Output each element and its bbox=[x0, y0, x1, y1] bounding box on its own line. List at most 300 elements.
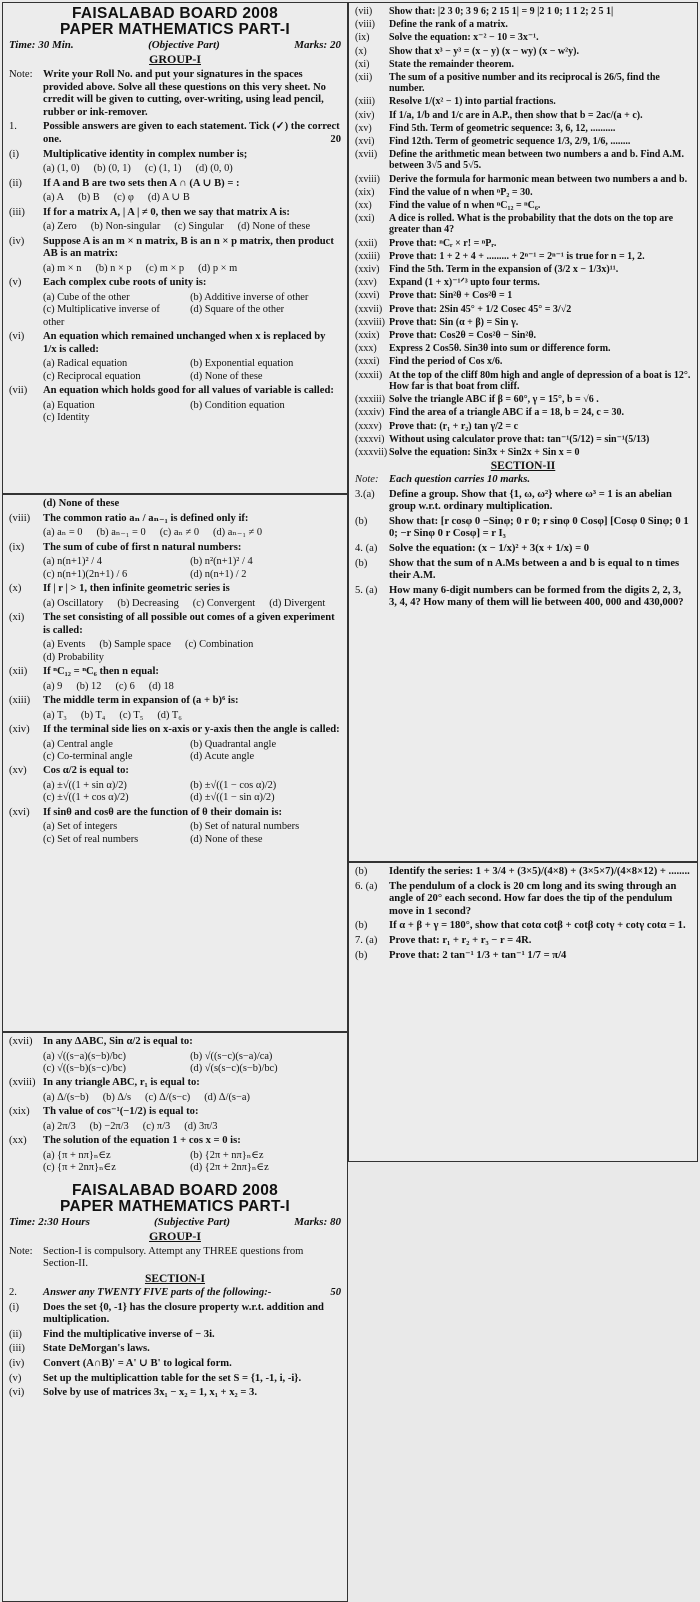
question-number: (ii) bbox=[9, 1328, 22, 1340]
question-number: (xi) bbox=[9, 612, 25, 623]
question-text: Find the value of n when ⁿP₂ = 30. bbox=[389, 186, 533, 198]
short-question bbox=[355, 6, 691, 17]
short-question bbox=[355, 277, 691, 288]
short-question bbox=[355, 950, 691, 963]
option: (d) None of these bbox=[190, 833, 263, 845]
short-question bbox=[355, 304, 691, 315]
question-text: Find 5th. Term of geometric sequence: 3, 6, 12, .......... bbox=[389, 122, 616, 134]
option-list bbox=[43, 710, 341, 722]
question-number: (ix) bbox=[355, 32, 370, 44]
question-text: Cos α/2 is equal to: bbox=[43, 765, 129, 777]
option: (a) 2π/3 bbox=[43, 1121, 76, 1132]
mcq-question bbox=[9, 207, 341, 220]
mcq-question bbox=[9, 1135, 341, 1148]
question-number: (iii) bbox=[9, 1343, 25, 1355]
option: (d) n(n+1) / 2 bbox=[190, 568, 247, 580]
question-text: Find the multiplicative inverse of − 3i. bbox=[43, 1328, 215, 1340]
question-number: (xxix) bbox=[355, 330, 380, 342]
option: (b) n × p bbox=[95, 262, 132, 274]
question-text: Show that: |2 3 0; 3 9 6; 2 15 1| = 9 |2 1 0; 1 1 2; 2 5 1| bbox=[389, 6, 614, 17]
question-text: If A and B are two sets then A ∩ (A ∪ B) = : bbox=[43, 177, 240, 189]
option: (d) None of these bbox=[190, 370, 263, 382]
question-text: Show that x³ − y³ = (x − y) (x − wy) (x − w²y). bbox=[389, 45, 579, 57]
option: (c) T₅ bbox=[119, 709, 144, 721]
question-number: (xiii) bbox=[9, 695, 31, 706]
option: (a) A bbox=[43, 192, 65, 204]
option-list bbox=[43, 1121, 341, 1133]
question-number: (xiii) bbox=[355, 96, 375, 108]
question-text: The middle term in expansion of (a + b)⁶ is: bbox=[43, 695, 239, 706]
question-number: (xvi) bbox=[9, 806, 30, 818]
short-question bbox=[355, 264, 691, 275]
question-text: The pendulum of a clock is 20 cm long and its swing through an angle of 20° each second. How far does the tip of the pendulum move in 1 second? bbox=[389, 880, 677, 917]
question-text: If sinθ and cosθ are the function of θ their domain is: bbox=[43, 806, 282, 818]
option: (c) Identity bbox=[43, 411, 90, 423]
question-number: (xxxv) bbox=[355, 420, 382, 432]
short-question-list-a bbox=[9, 1302, 341, 1400]
question-number: (iv) bbox=[9, 235, 25, 247]
short-question bbox=[355, 59, 691, 70]
question-text: State DeMorgan's laws. bbox=[43, 1343, 150, 1355]
option: (a) (1, 0) bbox=[43, 163, 80, 175]
question-text: Prove that: Sin (α + β) = Sin γ. bbox=[389, 316, 519, 328]
option: (d) T₆ bbox=[157, 709, 182, 721]
short-question bbox=[355, 174, 691, 185]
short-question bbox=[355, 123, 691, 134]
q2-marks: 50 bbox=[330, 1287, 341, 1298]
short-question bbox=[355, 213, 691, 235]
short-question bbox=[9, 1329, 341, 1342]
option: (c) Combination bbox=[184, 639, 254, 651]
question-text: Define a group. Show that {1, ω, ω²} where ω³ = 1 is an abelian group w.r.t. ordinary multiplication. bbox=[389, 488, 672, 513]
option: (d) 3π/3 bbox=[184, 1121, 218, 1132]
question-number: (b) bbox=[355, 557, 368, 569]
short-question bbox=[355, 317, 691, 328]
question-number: (b) bbox=[355, 949, 368, 961]
question-number: (b) bbox=[355, 866, 368, 877]
question-text: Find the 5th. Term in the expansion of (3/2 x − 1/3x)¹¹. bbox=[389, 264, 619, 276]
option: (c) Reciprocal equation bbox=[43, 370, 141, 382]
option: (d) Acute angle bbox=[190, 751, 255, 762]
short-question bbox=[355, 343, 691, 354]
question-text: Prove that: (r₁ + r₂) tan γ/2 = c bbox=[389, 420, 519, 432]
question-number: (ix) bbox=[9, 541, 25, 553]
question-number: (xx) bbox=[355, 200, 372, 212]
option-list bbox=[43, 739, 341, 764]
question-text: Find the period of Cos x/6. bbox=[389, 356, 503, 368]
question-number: (viii) bbox=[9, 512, 31, 524]
short-question bbox=[9, 1373, 341, 1386]
question-text: Prove that: Cos2θ = Cos²θ − Sin²θ. bbox=[389, 330, 537, 342]
short-question bbox=[355, 149, 691, 171]
option: (d) (0, 0) bbox=[195, 163, 233, 175]
question-number: (xxxvii) bbox=[355, 446, 388, 458]
mcq-list-3 bbox=[9, 1036, 341, 1175]
option: (a) Cube of the other bbox=[43, 291, 130, 303]
option-list bbox=[43, 1150, 341, 1175]
question-number: (b) bbox=[355, 515, 368, 527]
question-text: Suppose A is an m × n matrix, B is an n × p matrix, then product AB is an matrix: bbox=[43, 235, 334, 260]
mcq-question bbox=[9, 695, 341, 708]
question-text: Prove that: 2 tan⁻¹ 1/3 + tan⁻¹ 1/7 = π/4 bbox=[389, 949, 567, 961]
option-list bbox=[43, 1092, 341, 1104]
question-number: (v) bbox=[9, 277, 22, 289]
short-question bbox=[355, 200, 691, 211]
short-question bbox=[355, 72, 691, 94]
question-text: Does the set {0, -1} has the closure property w.r.t. addition and multiplication. bbox=[43, 1301, 324, 1326]
question-number: (xix) bbox=[9, 1106, 30, 1118]
option: (c) Set of real numbers bbox=[43, 833, 139, 845]
question-text: Show that: [r cosφ 0 −Sinφ; 0 r 0; r sinφ 0 Cosφ] [Cosφ 0 Sinφ; 0 1 0; −r Sinφ 0 r Cosφ] = r I₃ bbox=[389, 515, 689, 540]
question-text: Solve the triangle ABC if β = 60°, γ = 15°, b = √6 . bbox=[389, 394, 599, 406]
question-number: (i) bbox=[9, 1301, 19, 1313]
option: (d) Probability bbox=[43, 651, 104, 663]
question-text: Without using calculator prove that: tan⁻¹(5/12) = sin⁻¹(5/13) bbox=[389, 433, 650, 445]
question-number: (xxvii) bbox=[355, 303, 383, 315]
question-text: An equation which holds good for all values of variable is called: bbox=[43, 384, 334, 396]
short-question bbox=[355, 407, 691, 418]
option: (a) m × n bbox=[43, 262, 82, 274]
option: (c) 6 bbox=[115, 680, 135, 692]
option: (d) Δ/(s−a) bbox=[204, 1092, 250, 1103]
option: (a) √((s−a)(s−b)/bc) bbox=[43, 1050, 126, 1062]
question-number: 4. (a) bbox=[355, 543, 378, 555]
option: (c) Singular bbox=[174, 221, 224, 233]
option: (d) aₙ₋₁ ≠ 0 bbox=[213, 527, 263, 539]
question-text: Derive the formula for harmonic mean between two numbers a and b. bbox=[389, 173, 688, 185]
option-list bbox=[43, 681, 341, 693]
question-number: (vii) bbox=[355, 6, 373, 17]
mcq-question bbox=[9, 498, 341, 511]
subjective-note: Note: Section-I is compulsory. Attempt any THREE questions from Section-II. bbox=[9, 1245, 304, 1270]
option: (a) Zero bbox=[43, 221, 77, 233]
question-text: An equation which remained unchanged when x is replaced by 1/x is called: bbox=[43, 330, 326, 355]
question-number bbox=[9, 498, 43, 511]
objective-group: GROUP-I bbox=[149, 52, 201, 66]
mcq-question bbox=[9, 666, 341, 679]
question-text: Identify the series: 1 + 3/4 + (3×5)/(4×8) + (3×5×7)/(4×8×12) + ........ bbox=[389, 866, 690, 877]
question-text: Solve the equation: (x − 1/x)² + 3(x + 1/x) = 0 bbox=[389, 543, 590, 555]
option: (b) Δ/s bbox=[102, 1092, 132, 1103]
option-list bbox=[43, 163, 341, 175]
mcq-question bbox=[9, 513, 341, 526]
option: (b) Additive inverse of other bbox=[190, 291, 309, 303]
mcq-question bbox=[9, 277, 341, 290]
option: (a) 9 bbox=[43, 680, 63, 692]
question-text: The sum of a positive number and its reciprocal is 26/5, find the number. bbox=[389, 72, 660, 95]
option: (b) Decreasing bbox=[117, 597, 179, 609]
question-text: Solve by use of matrices 3x₁ − x₂ = 1, x₁ + x₂ = 3. bbox=[43, 1387, 257, 1399]
objective-part: (Objective Part) bbox=[148, 39, 220, 51]
option: (a) {π + nπ}ₙ∈z bbox=[43, 1150, 111, 1161]
option: (b) Exponential equation bbox=[190, 358, 294, 370]
question-text: The sum of cube of first n natural numbers: bbox=[43, 541, 242, 553]
option: (b) −2π/3 bbox=[89, 1121, 129, 1132]
question-text: State the remainder theorem. bbox=[389, 58, 514, 70]
option: (b) Set of natural numbers bbox=[190, 821, 300, 833]
question-text: Define the arithmetic mean between two numbers a and b. Find A.M. between 3√5 and 5√5. bbox=[389, 149, 684, 172]
option: (d) Divergent bbox=[269, 597, 326, 609]
option: (b) Quadrantal angle bbox=[190, 738, 277, 750]
mcq-question bbox=[9, 1036, 341, 1049]
option: (b) n²(n+1)² / 4 bbox=[190, 556, 253, 568]
question-number: (vi) bbox=[9, 330, 25, 342]
objective-meta bbox=[9, 39, 341, 51]
short-question bbox=[355, 238, 691, 249]
mcq-question bbox=[9, 236, 341, 261]
question-text: Each complex cube roots of unity is: bbox=[43, 277, 207, 289]
board-title: FAISALABAD BOARD 2008 bbox=[71, 5, 279, 22]
option: (a) Central angle bbox=[43, 738, 113, 750]
question-text: If α + β + γ = 180°, show that cotα cotβ + cotβ cotγ + cotγ cotα = 1. bbox=[389, 920, 686, 932]
option: (b) 12 bbox=[76, 680, 102, 692]
question-number: (xxxi) bbox=[355, 356, 380, 368]
short-question bbox=[355, 19, 691, 30]
short-question bbox=[355, 394, 691, 405]
option-list bbox=[43, 556, 341, 581]
question-text: Prove that: 1 + 2 + 4 + ......... + 2ⁿ⁻¹ = 2ⁿ⁻¹ is true for n = 1, 2. bbox=[389, 250, 645, 262]
question-number: (xxiv) bbox=[355, 264, 380, 276]
short-question bbox=[355, 110, 691, 121]
option: (d) p × m bbox=[198, 262, 238, 274]
option: (c) Convergent bbox=[192, 597, 256, 609]
question-number: (xii) bbox=[355, 72, 373, 84]
option: (d) None of these bbox=[237, 221, 311, 233]
objective-note: Note: Write your Roll No. and put your signatures in the spaces provided above. Solve all these questions on this very sheet. No crredit will be given to cutting, over-writing, using lead pencil, rubber or ink-remover. bbox=[9, 69, 326, 118]
option-list bbox=[43, 292, 341, 329]
question-text: A dice is rolled. What is the probability that the dots on the top are greater than 4? bbox=[389, 213, 674, 236]
option: (c) Δ/(s−c) bbox=[145, 1092, 191, 1103]
objective-block-2 bbox=[2, 494, 348, 1032]
question-text: If 1/a, 1/b and 1/c are in A.P., then show that b = 2ac/(a + c). bbox=[389, 109, 643, 121]
blank-block bbox=[348, 1162, 698, 1338]
option: (a) T₃ bbox=[43, 709, 67, 721]
option-list bbox=[43, 221, 341, 233]
question-number: (xxxvi) bbox=[355, 433, 385, 445]
question-number: (xii) bbox=[9, 666, 28, 677]
question-text: Prove that: r₁ + r₂ + r₃ − r = 4R. bbox=[389, 934, 532, 946]
option: (a) n(n+1)² / 4 bbox=[43, 556, 102, 568]
short-question-list-b bbox=[355, 6, 691, 458]
question-text: If the terminal side lies on x-axis or y-axis then the angle is called: bbox=[43, 724, 340, 735]
short-question bbox=[355, 489, 691, 514]
option: (b) Non-singular bbox=[90, 221, 161, 233]
paper-title: PAPER MATHEMATICS PART-I bbox=[60, 21, 290, 38]
objective-block-3 bbox=[2, 1032, 348, 1602]
question-number: (xi) bbox=[355, 58, 370, 70]
question-text: (d) None of these bbox=[43, 498, 120, 509]
question-text: Resolve 1/(x² − 1) into partial fractions. bbox=[389, 96, 556, 108]
short-question bbox=[9, 1343, 341, 1356]
short-question bbox=[9, 1302, 341, 1327]
q2-text: Answer any TWENTY FIVE parts of the following:- bbox=[43, 1287, 272, 1298]
question-number: (xiv) bbox=[9, 724, 30, 735]
subjective-group: GROUP-I bbox=[149, 1228, 201, 1243]
board-title-2: FAISALABAD BOARD 2008 bbox=[71, 1181, 279, 1199]
option-list bbox=[43, 263, 341, 275]
mcq-question bbox=[9, 583, 341, 596]
option: (a) Events bbox=[43, 639, 86, 651]
question-number: (viii) bbox=[355, 19, 375, 31]
question-number: 6. (a) bbox=[355, 880, 378, 892]
question-number: (xxvi) bbox=[355, 290, 380, 302]
option: (d) Square of the other bbox=[190, 304, 285, 316]
question-text: Find 12th. Term of geometric sequence 1/3, 2/9, 1/6, ........ bbox=[389, 136, 631, 148]
mcq-question bbox=[9, 331, 341, 356]
question-text: Convert (A∩B)' = A' ∪ B' to logical form. bbox=[43, 1357, 232, 1369]
question-text: The set consisting of all possible out comes of a given experiment is called: bbox=[43, 612, 335, 636]
question-text: In any ΔABC, Sin α/2 is equal to: bbox=[43, 1036, 193, 1047]
mcq-question bbox=[9, 385, 341, 398]
question-number: (xxx) bbox=[355, 343, 377, 355]
option: (b) Condition equation bbox=[190, 399, 285, 411]
question-number: (xvii) bbox=[9, 1036, 33, 1047]
subjective-marks: Marks: 80 bbox=[294, 1215, 341, 1228]
question-number: 5. (a) bbox=[355, 584, 378, 596]
mcq-question bbox=[9, 1106, 341, 1119]
q1-marks: 20 bbox=[330, 133, 341, 145]
question-number: (xx) bbox=[9, 1135, 27, 1147]
question-text: If for a matrix A, | A | ≠ 0, then we say that matrix A is: bbox=[43, 206, 290, 218]
option: (a) ±√((1 + sin α)/2) bbox=[43, 780, 127, 791]
question-text: Find the value of n when ⁿC₁₂ = ⁿC₆. bbox=[389, 200, 541, 212]
option: (a) aₙ = 0 bbox=[43, 527, 83, 539]
mcq-list-1 bbox=[9, 149, 341, 425]
question-1: 1. Possible answers are given to each statement. Tick (✓) the correct one. 20 bbox=[9, 121, 341, 145]
question-text: In any triangle ABC, r₁ is equal to: bbox=[43, 1077, 200, 1089]
question-text: Prove that: 2Sin 45° + 1/2 Cosec 45° = 3/√2 bbox=[389, 303, 572, 315]
short-question bbox=[9, 1387, 341, 1400]
question-number: (xv) bbox=[9, 765, 27, 777]
question-number: (iv) bbox=[9, 1357, 25, 1369]
option: (c) m × p bbox=[145, 262, 185, 274]
short-question bbox=[355, 585, 691, 610]
question-number: (xvii) bbox=[355, 149, 378, 161]
option: (c) π/3 bbox=[142, 1121, 171, 1132]
section-2-heading: SECTION-II bbox=[490, 460, 556, 473]
option: (b) √((s−c)(s−a)/ca) bbox=[190, 1050, 273, 1062]
option: (c) √((s−b)(s−c)/bc) bbox=[43, 1063, 126, 1074]
option: (c) (1, 1) bbox=[144, 163, 182, 175]
question-number: 3.(a) bbox=[355, 488, 375, 500]
question-number: (x) bbox=[9, 583, 22, 594]
question-2: 2. Answer any TWENTY FIVE parts of the following:- 50 bbox=[9, 1287, 341, 1298]
question-number: (xix) bbox=[355, 186, 375, 198]
short-question bbox=[355, 136, 691, 147]
question-number: 7. (a) bbox=[355, 934, 378, 946]
option: (b) {2π + nπ}ₙ∈z bbox=[190, 1150, 264, 1161]
option: (d) {2π + 2nπ}ₙ∈z bbox=[190, 1162, 269, 1174]
option: (a) Δ/(s−b) bbox=[43, 1092, 89, 1103]
question-number: (x) bbox=[355, 45, 367, 57]
short-question bbox=[355, 920, 691, 933]
question-text: If ⁿC₁₂ = ⁿC₆ then n equal: bbox=[43, 666, 159, 677]
option: (b) Sample space bbox=[99, 639, 171, 651]
short-question bbox=[355, 330, 691, 341]
option-list bbox=[43, 780, 341, 805]
short-question bbox=[355, 881, 691, 919]
option: (c) aₙ ≠ 0 bbox=[159, 527, 200, 539]
question-number: (xvi) bbox=[355, 136, 375, 148]
mcq-question bbox=[9, 178, 341, 191]
short-question bbox=[355, 421, 691, 432]
question-number: (b) bbox=[355, 920, 368, 932]
mcq-question bbox=[9, 765, 341, 778]
subjective-part: (Subjective Part) bbox=[154, 1215, 231, 1228]
mcq-question bbox=[9, 612, 341, 637]
subjective-time: Time: 2:30 Hours bbox=[9, 1215, 90, 1228]
question-number: (xxxiv) bbox=[355, 407, 385, 419]
question-text: The common ratio aₙ / aₙ₋₁ is defined only if: bbox=[43, 512, 249, 524]
mcq-question bbox=[9, 807, 341, 820]
option: (d) A ∪ B bbox=[147, 192, 190, 204]
option: (a) Radical equation bbox=[43, 358, 128, 370]
option: (a) Oscillatory bbox=[43, 597, 104, 609]
question-number: (ii) bbox=[9, 177, 22, 189]
short-question bbox=[355, 543, 691, 556]
mcq-question bbox=[9, 542, 341, 555]
question-text: Solve the equation: x⁻² − 10 = 3x⁻¹. bbox=[389, 32, 539, 44]
question-text: Expand (1 + x)⁻¹ᐟ³ upto four terms. bbox=[389, 277, 540, 289]
option-list bbox=[43, 400, 341, 425]
short-question bbox=[355, 356, 691, 367]
option: (c) n(n+1)(2n+1) / 6 bbox=[43, 568, 128, 580]
option-list bbox=[43, 527, 341, 539]
subjective-meta bbox=[9, 1216, 341, 1228]
option-list bbox=[43, 598, 341, 610]
short-question bbox=[355, 96, 691, 107]
option: (b) ±√((1 − cos α)/2) bbox=[190, 780, 277, 791]
question-text: Define the rank of a matrix. bbox=[389, 19, 508, 31]
subjective-block-1 bbox=[348, 2, 698, 862]
objective-time: Time: 30 Min. bbox=[9, 39, 74, 51]
question-number: (i) bbox=[9, 148, 19, 160]
question-text: The solution of the equation 1 + cos x = 0 is: bbox=[43, 1135, 241, 1147]
question-number: (xxi) bbox=[355, 213, 375, 225]
option: (d) 18 bbox=[148, 680, 174, 692]
question-number: (xxxiii) bbox=[355, 394, 385, 406]
option: (c) φ bbox=[113, 192, 134, 204]
option: (a) Equation bbox=[43, 399, 95, 411]
question-number: (xiv) bbox=[355, 109, 375, 121]
option: (b) aₙ₋₁ = 0 bbox=[96, 527, 146, 539]
option: (d) ±√((1 − sin α)/2) bbox=[190, 792, 275, 804]
paper-title-2: PAPER MATHEMATICS PART-I bbox=[60, 1197, 290, 1215]
question-number: (iii) bbox=[9, 206, 25, 218]
objective-block-1 bbox=[2, 2, 348, 494]
long-question-list-2 bbox=[355, 866, 691, 962]
option: (d) √(s(s−c)(s−b)/bc) bbox=[190, 1063, 278, 1074]
question-text: Prove that: Sin²θ + Cos²θ = 1 bbox=[389, 290, 513, 302]
question-number: (xxxii) bbox=[355, 369, 383, 381]
mcq-question bbox=[9, 1077, 341, 1090]
question-text: Set up the multiplicattion table for the set S = {1, -1, i, -i}. bbox=[43, 1372, 302, 1384]
question-text: If | r | > 1, then infinite geometric series is bbox=[43, 583, 230, 594]
question-text: At the top of the cliff 80m high and angle of depression of a boat is 12°. How far is that boat from cliff. bbox=[389, 369, 691, 392]
short-question bbox=[355, 46, 691, 57]
short-question bbox=[355, 935, 691, 948]
short-question bbox=[355, 187, 691, 198]
short-question bbox=[355, 434, 691, 445]
question-text: Show that the sum of n A.Ms between a and b is equal to n times their A.M. bbox=[389, 557, 680, 582]
question-text: Express 2 Cos5θ. Sin3θ into sum or difference form. bbox=[389, 343, 611, 355]
option-list bbox=[43, 639, 341, 664]
mcq-list-2 bbox=[9, 498, 341, 846]
question-number: (vi) bbox=[9, 1387, 25, 1399]
option: (c) {π + 2nπ}ₙ∈z bbox=[43, 1162, 116, 1174]
long-question-list bbox=[355, 489, 691, 610]
option: (b) (0, 1) bbox=[93, 163, 131, 175]
